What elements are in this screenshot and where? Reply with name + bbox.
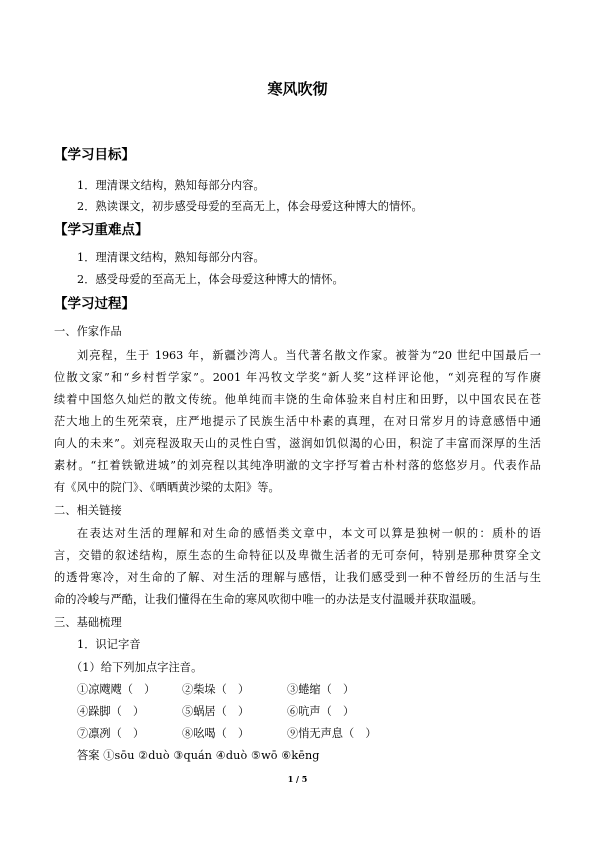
pinyin-item: ⑤蜗居（ ） — [182, 705, 250, 718]
part2-title: 二、相关链接 — [54, 504, 122, 517]
part1-line: 有《风中的院门》、《晒晒黄沙梁的太阳》等。 — [54, 481, 280, 494]
part2-line: 的透骨寒冷，对生命的了解、对生活的理解与感悟，让我们感受到一种不曾经历的生活与生 — [54, 571, 541, 584]
pinyin-row — [77, 703, 407, 719]
key-item-2: 2．感受母爱的至高无上，体会母爱这种博大的情怀。 — [77, 273, 344, 286]
section-heading-process: 【学习过程】 — [54, 296, 135, 312]
page-number: 1 / 5 — [287, 774, 308, 784]
pinyin-row — [77, 681, 407, 697]
pinyin-item: ⑨悄无声息（ ） — [287, 727, 377, 740]
part1-line: 续着中国悠久灿烂的散文传统。他单纯而丰饶的生命体验来自村庄和田野，以中国农民在苍 — [54, 393, 541, 406]
pinyin-item: ①凉飕飕（ ） — [77, 683, 156, 696]
part1-title: 一、作家作品 — [54, 325, 122, 338]
part2-line: 言，交错的叙述结构，原生态的生命特征以及卑微生活者的无可奈何，特别是那种贯穿全文 — [54, 549, 541, 562]
part2-line: 命的冷峻与严酷，让我们懂得在生命的寒风吹彻中唯一的办法是支付温暖并获取温暖。 — [54, 593, 483, 606]
doc-title: 寒风吹彻 — [267, 80, 328, 98]
sub-question: （1）给下列加点字注音。 — [71, 661, 203, 674]
goal-item-2: 2．熟读课文，初步感受母爱的至高无上，体会母爱这种博大的情怀。 — [77, 200, 423, 213]
part2-line: 在表达对生活的理解和对生命的感悟类文章中，本文可以算是独树一帜的：质朴的语 — [77, 527, 541, 540]
part1-line: 刘亮程，生于 1963 年，新疆沙湾人。当代著名散文作家。被誉为“20 世纪中国最后一 — [77, 349, 541, 362]
pinyin-item: ⑧吆喝（ ） — [182, 727, 250, 740]
pinyin-item: ⑦凛冽（ ） — [77, 727, 145, 740]
section-heading-goals: 【学习目标】 — [54, 147, 135, 163]
pinyin-item: ④跺脚（ ） — [77, 705, 145, 718]
sub-heading-pronunciation: 1．识记字音 — [77, 638, 141, 651]
goal-item-1: 1．理清课文结构，熟知每部分内容。 — [77, 179, 265, 192]
answer-line: 答案 ①sōu ②duò ③quán ④duò ⑤wō ⑥kēng — [77, 749, 320, 762]
part1-line: 向人的未来”。刘亮程汲取天山的灵性白雪，滋润如饥似渴的心田，积淀了丰富而深厚的生活 — [54, 437, 541, 450]
part3-title: 三、基础梳理 — [54, 616, 122, 629]
pinyin-row — [77, 725, 407, 741]
part1-line: 素材。“扛着铁锨进城”的刘亮程以其纯净明澈的文字抒写着古朴村落的悠悠岁月。代表作品 — [54, 459, 541, 472]
key-item-1: 1．理清课文结构，熟知每部分内容。 — [77, 251, 265, 264]
section-heading-key-points: 【学习重难点】 — [54, 222, 149, 238]
part1-line: 位散文家”和“乡村哲学家”。2001 年冯牧文学奖“新人奖”这样评论他，“刘亮程的写作赓 — [54, 371, 541, 384]
pinyin-item: ⑥吭声（ ） — [287, 705, 355, 718]
part1-line: 茫大地上的生死荣衰，庄严地提示了民族生活中朴素的真理，在对日常岁月的诗意感悟中通 — [54, 415, 541, 428]
pinyin-item: ③蜷缩（ ） — [287, 683, 355, 696]
pinyin-item: ②柴垛（ ） — [182, 683, 250, 696]
